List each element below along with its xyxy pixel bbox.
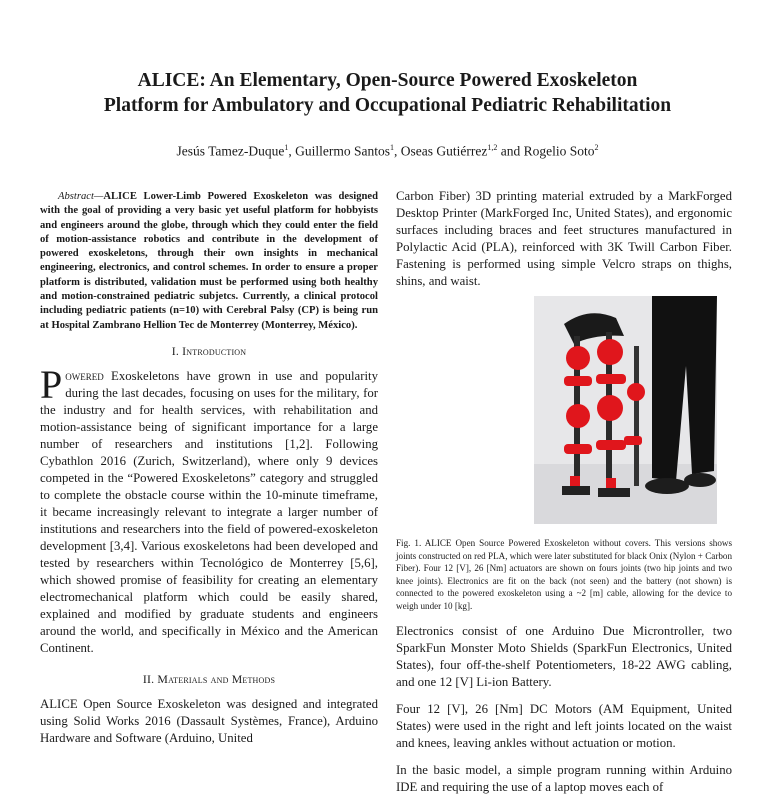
author-name: Guillermo Santos xyxy=(295,143,391,159)
right-column xyxy=(396,188,732,796)
section-heading-introduction: I. Introduction xyxy=(171,343,247,358)
drop-cap: P xyxy=(40,361,63,407)
abstract-label: Abstract— xyxy=(58,191,104,202)
author-list xyxy=(0,143,775,160)
intro-smallcaps: owered xyxy=(65,368,104,383)
intro-text: Exoskeletons have grown in use and popularity during the last decades, focusing on uses for the military, for the industry and for health services, with rehabilitation and motion-assistance being of significant importance for a large number of researchers and institutions [1,2]. Following Cybathlon 2016 (Zurich, Switzerland), where only 9 devices competed in the “Powered Exoskeletons” category and struggled to complete the obstacle course within the 10-minute timeframe, it became increasingly relevant to integrate a larger number of institutions and researchers into the field of powered-exoskeleton development [3,4]. Various exoskeletons had been developed and tested by researchers within Tecnológico de Monterrey [5,6], which showed promise of feasibility for creating an elementary electromechanical platform which could be easily shared, explained and modified by graduate students and engineers around the world, and specifically in México and the American Continent. xyxy=(40,368,378,655)
figure-caption: Fig. 1. ALICE Open Source Powered Exoskeleton without covers. This versions shows joints constructed on red PLA, which were later substituted for black Onix (Nylon + Carbon Fiber). Four 12 [V], 26 [Nm] actuators are shown on fours joints (two hip joints and two knee joints). Electronics are fit on the back (not seen) and the battery (not shown) is connected to the powered exoskeleton using a ~2 [m] cable, allowing for the device to weigh under 10 [kg]. xyxy=(396,538,732,611)
author-name: Jesús Tamez-Duque xyxy=(176,143,285,159)
author-affiliation: 2 xyxy=(594,143,599,152)
author-name: Rogelio Soto xyxy=(523,143,595,159)
author-separator: , xyxy=(394,143,401,159)
basic-model-paragraph: In the basic model, a simple program running within Arduino IDE and requiring the use of a laptop moves each of xyxy=(396,762,732,794)
electronics-paragraph: Electronics consist of one Arduino Due Microntroller, two SparkFun Monster Moto Shields (SparkFun Electronics, United States), four off-the-shelf Potentiometers, 18-22 AWG cabling, and one 12 [V] Li-ion Battery. xyxy=(396,623,732,689)
author-affiliation: 1 xyxy=(284,143,289,152)
methods-paragraph: ALICE Open Source Exoskeleton was designed and integrated using Solid Works 2016 (Dassault Systèmes, France), Arduino Hardware and Software (Arduino, United xyxy=(40,696,378,745)
section-heading-methods: II. Materials and Methods xyxy=(142,671,276,686)
left-column xyxy=(40,190,378,747)
abstract-text: ALICE Lower-Limb Powered Exoskeleton was designed with the goal of providing a very basic yet useful platform for hobbyists and engineers around the globe, through which they could enter the field of motion-assistance robotics and contribute in the development of powered exoskeletons, through their own insights in mechanical engineering, electronics, and control schemes. In order to ensure a proper platform is distributed, validation must be performed using both healthy and motion-constrained pediatric subjetcs. Currently, a clinical protocol including pediatric patients (n=10) with Cerebral Palsy (CP) is being run at Hospital Zambrano Hellion Tec de Monterrey (Monterrey, México). xyxy=(40,191,378,331)
author-separator: and xyxy=(497,143,524,159)
title-line-1: ALICE: An Elementary, Open-Source Powered Exoskeleton xyxy=(137,70,638,91)
title-line-2: Platform for Ambulatory and Occupational Pediatric Rehabilitation xyxy=(103,95,672,116)
intro-paragraph xyxy=(40,361,378,657)
author-separator: , xyxy=(288,143,296,159)
author-name: Oseas Gutiérrez xyxy=(400,143,488,159)
motors-paragraph: Four 12 [V], 26 [Nm] DC Motors (AM Equipment, United States) were used in the right and left joints located on the waist and knees, leaving ankles without actuation or motion. xyxy=(396,701,732,750)
exoskeleton-photo xyxy=(534,296,717,524)
materials-paragraph: Carbon Fiber) 3D printing material extruded by a MarkForged Desktop Printer (MarkForged Inc, United States), and ergonomic surfaces including braces and feet structures manufactured in Polylactic Acid (PLA), reinforced with 3K Twill Carbon Fiber. Fastening is performed using simple Velcro straps on thighs, shins, and waist. xyxy=(396,189,732,288)
abstract xyxy=(40,190,378,333)
paper-title xyxy=(0,68,775,118)
author-affiliation: 1 xyxy=(390,143,395,152)
author-affiliation: 1,2 xyxy=(487,143,498,152)
